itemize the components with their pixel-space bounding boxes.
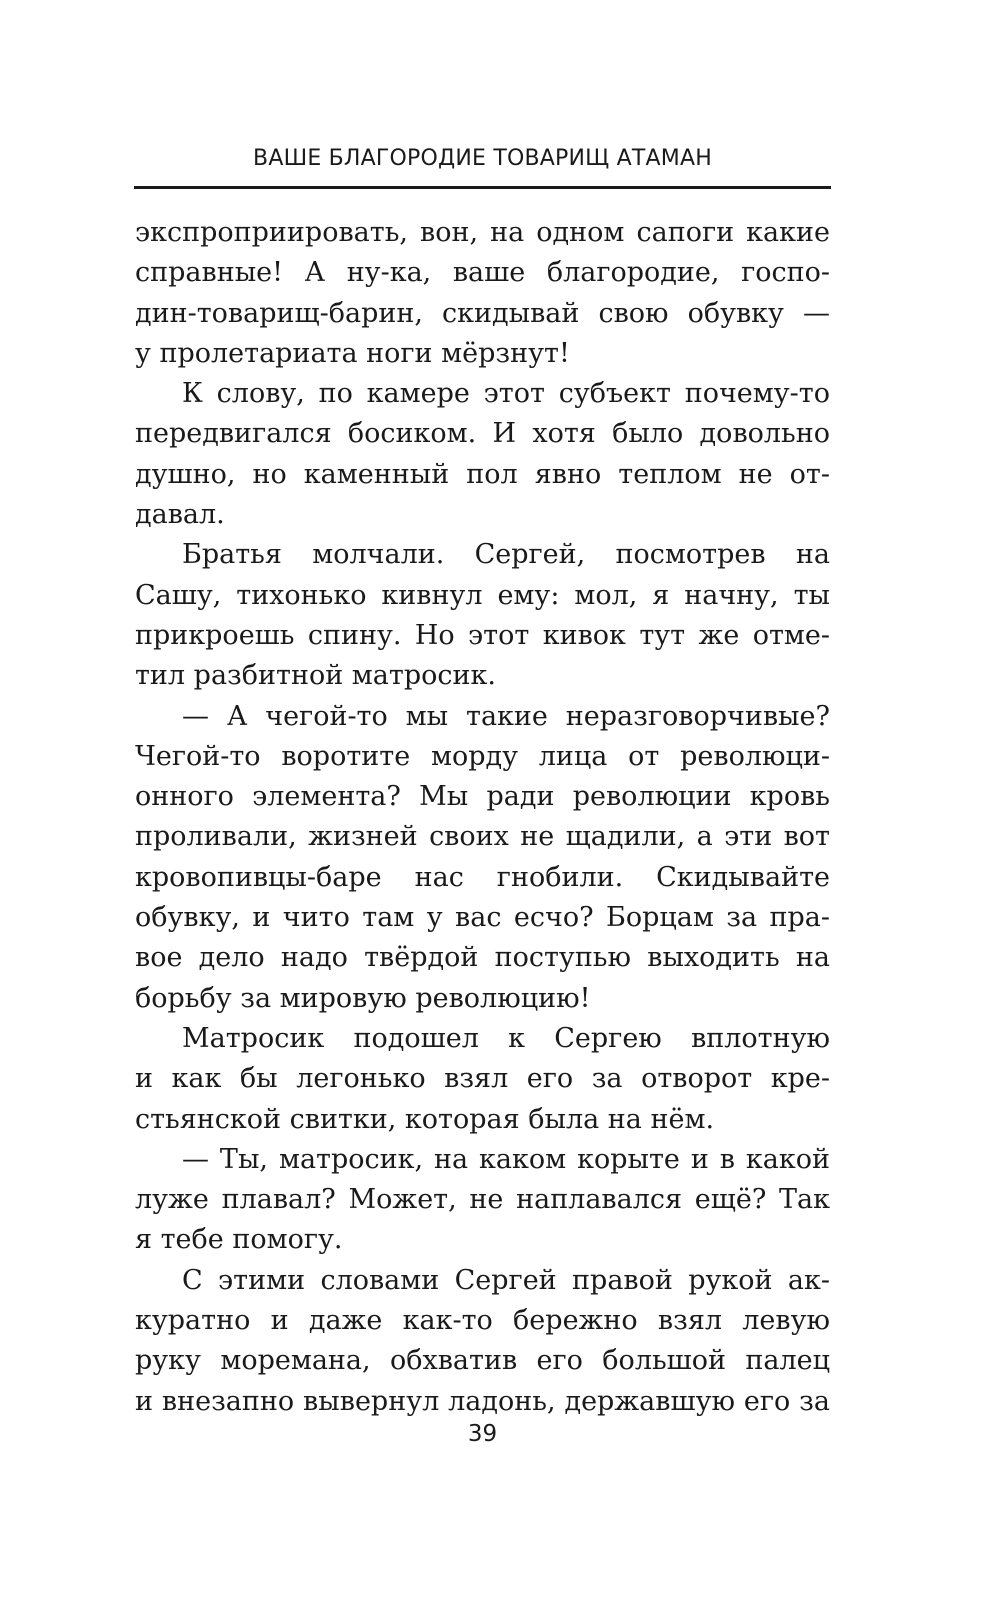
- text-line: справные! А ну-ка, ваше благородие, госпо-: [135, 257, 830, 289]
- text-line: руку моремана, обхватив его большой палец: [135, 1345, 830, 1377]
- text-line: давал.: [135, 499, 225, 531]
- text-line: экспроприировать, вон, на одном сапоги какие: [135, 217, 830, 248]
- text-line: Сашу, тихонько кивнул ему: мол, я начну, ты: [135, 579, 830, 611]
- text-line: борьбу за мировую революцию!: [135, 982, 591, 1014]
- text-line: у пролетариата ноги мёрзнут!: [135, 337, 570, 369]
- text-line: луже плавал? Может, не наплавался ещё? Так: [135, 1184, 830, 1216]
- text-line: куратно и даже как-то бережно взял левую: [135, 1305, 830, 1337]
- text-line: тил разбитной матросик.: [135, 660, 496, 692]
- text-line: передвигался босиком. И хотя было довольно: [135, 418, 830, 450]
- text-line: стьянской свитки, которая была на нём.: [135, 1103, 715, 1135]
- text-line: проливали, жизней своих не щадили, а эти вот: [135, 821, 830, 853]
- text-line: я тебе помогу.: [135, 1224, 343, 1256]
- text-line: — Ты, матросик, на каком корыте и в какой: [182, 1143, 830, 1175]
- text-line: вое дело надо твёрдой поступью выходить на: [135, 942, 830, 974]
- text-line: и внезапно вывернул ладонь, державшую его за: [135, 1385, 830, 1417]
- text-line: душно, но каменный пол явно теплом не от-: [135, 458, 830, 490]
- text-line: кровопивцы-баре нас гнобили. Скидывайте: [135, 861, 830, 893]
- text-line: Чегой-то воротите морду лица от революци-: [135, 740, 830, 772]
- text-line: дин-товарищ-барин, скидывай свою обувку —: [135, 297, 830, 329]
- text-line: К слову, по камере этот субъект почему-то: [182, 378, 830, 410]
- text-line: обувку, и чито там у вас есчо? Борцам за пра-: [135, 902, 830, 934]
- text-line: Матросик подошел к Сергею вплотную: [182, 1022, 830, 1054]
- page-number: 39: [467, 1421, 498, 1447]
- text-line: прикроешь спину. Но этот кивок тут же отме-: [135, 619, 830, 651]
- text-line: С этими словами Сергей правой рукой ак-: [182, 1264, 830, 1296]
- text-line: и как бы легонько взял его за отворот кре-: [135, 1063, 830, 1095]
- running-head: ВАШЕ БЛАГОРОДИЕ ТОВАРИЩ АТАМАН: [253, 146, 712, 171]
- text-line: онного элемента? Мы ради революции кровь: [135, 781, 830, 813]
- header-rule: [134, 186, 831, 189]
- body-text: [135, 213, 830, 1422]
- text-line: — А чегой-то мы такие неразговорчивые?: [182, 700, 830, 732]
- text-line: Братья молчали. Сергей, посмотрев на: [182, 539, 830, 571]
